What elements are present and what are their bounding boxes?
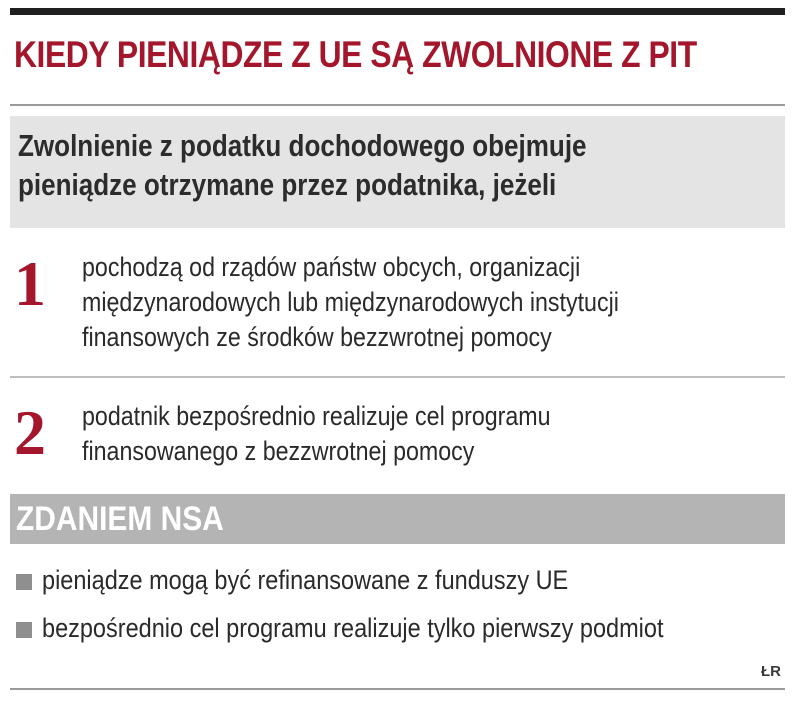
page-title: KIEDY PIENIĄDZE Z UE SĄ ZWOLNIONE Z PIT — [14, 34, 697, 75]
bottom-rule — [10, 688, 785, 690]
nsa-bullet-text-1: pieniądze mogą być refinansowane z funduszy UE — [42, 565, 569, 595]
condition-number-1: 1 — [14, 248, 46, 319]
condition-1-line-1: pochodzą od rządów państw obcych, organizacji — [82, 252, 581, 282]
top-rule — [10, 8, 785, 15]
title-divider — [10, 104, 785, 106]
intro-text — [18, 126, 587, 204]
bullet-square-icon — [16, 574, 32, 590]
condition-text-2 — [82, 399, 551, 469]
condition-item-1 — [10, 246, 785, 371]
condition-item-2 — [10, 393, 785, 483]
condition-text-1 — [82, 250, 619, 355]
condition-2-line-1: podatnik bezpośrednio realizuje cel programu — [82, 401, 551, 431]
intro-line-2: pieniądze otrzymane przez podatnika, jeżeli — [18, 167, 557, 202]
nsa-heading-bar — [10, 494, 785, 544]
intro-line-1: Zwolnienie z podatku dochodowego obejmuje — [18, 128, 587, 163]
author-credit: ŁR — [761, 663, 781, 680]
condition-1-line-2: międzynarodowych lub międzynarodowych instytucji — [82, 287, 619, 317]
condition-divider — [10, 376, 785, 378]
nsa-bullet-item — [16, 562, 786, 598]
nsa-bullet-item — [16, 610, 786, 646]
bullet-square-icon — [16, 622, 32, 638]
condition-1-line-3: finansowych ze środków bezzwrotnej pomocy — [82, 322, 552, 352]
intro-box — [10, 116, 785, 228]
condition-2-line-2: finansowanego z bezzwrotnej pomocy — [82, 436, 475, 466]
nsa-bullet-text-2: bezpośrednio cel programu realizuje tylko pierwszy podmiot — [42, 613, 664, 643]
nsa-heading: ZDANIEM NSA — [16, 500, 224, 538]
condition-number-2: 2 — [14, 397, 46, 468]
